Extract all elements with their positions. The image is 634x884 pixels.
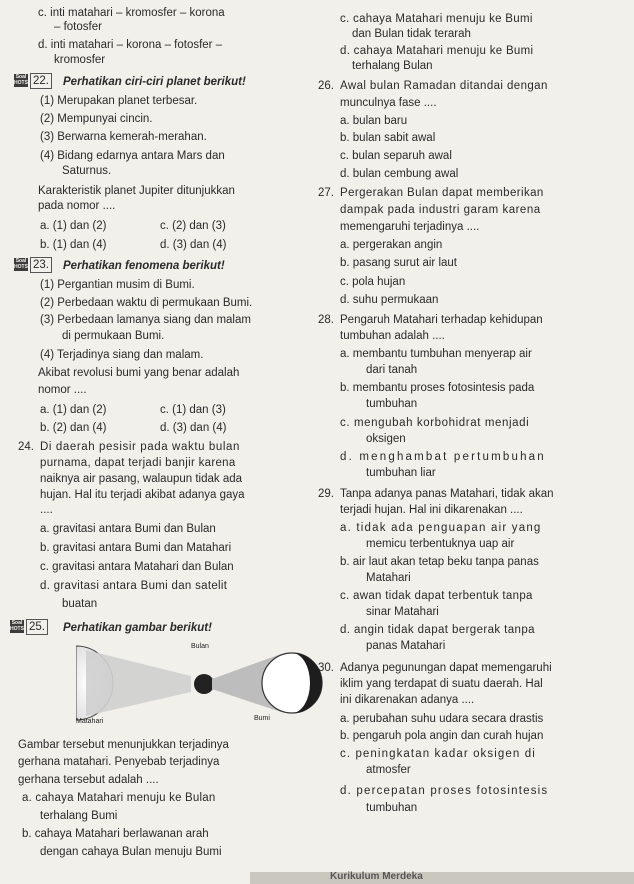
figure-label-earth: Bumi — [254, 715, 270, 722]
q30-stem: Adanya pegunungan dapat memengaruhi — [340, 662, 552, 674]
question-number: 25. — [26, 619, 48, 635]
q23-item-4: (4) Terjadinya siang dan malam. — [40, 349, 204, 361]
q30-stem-3: ini dikarenakan adanya .... — [340, 694, 475, 706]
q27-stem: Pergerakan Bulan dapat memberikan — [340, 187, 544, 199]
q27-option-d[interactable]: d. suhu permukaan — [340, 294, 439, 306]
q22-instruction: Perhatikan ciri-ciri planet berikut! — [63, 76, 246, 88]
question-number: 27. — [318, 187, 334, 199]
figure-label-moon: Bulan — [191, 643, 209, 650]
question-number: 24. — [18, 441, 34, 453]
question-number: 23. — [30, 257, 52, 273]
q29-option-a-cont: memicu terbentuknya uap air — [366, 538, 515, 550]
q27-stem-2: dampak pada industri garam karena — [340, 204, 541, 216]
q25-stem-2: gerhana matahari. Penyebab terjadinya — [18, 756, 220, 768]
q22-item-3: (3) Berwarna kemerah-merahan. — [40, 131, 207, 143]
question-number: 29. — [318, 488, 334, 500]
q29-option-c-cont: sinar Matahari — [366, 606, 439, 618]
hots-badge: Soal HOTS — [14, 74, 28, 86]
q23-item-1: (1) Pergantian musim di Bumi. — [40, 279, 195, 291]
q29-option-b[interactable]: b. air laut akan tetap beku tanpa panas — [340, 556, 539, 568]
q24-stem-2: purnama, dapat terjadi banjir karena — [40, 457, 236, 469]
q28-option-d[interactable]: d. menghambat pertumbuhan — [340, 451, 546, 463]
q28-option-b-cont: tumbuhan — [366, 398, 418, 410]
q22-option-a[interactable]: a. (1) dan (2) — [40, 220, 107, 232]
q26-option-a[interactable]: a. bulan baru — [340, 115, 408, 127]
q21-option-d: d. inti matahari – korona – fotosfer – — [38, 39, 223, 51]
q22-stem-cont: pada nomor .... — [38, 200, 116, 212]
q29-option-d[interactable]: d. angin tidak dapat bergerak tanpa — [340, 624, 535, 636]
q21-option-c-right-cont: dan Bulan tidak terarah — [352, 28, 471, 40]
q29-option-b-cont: Matahari — [366, 572, 411, 584]
q21-option-d-right-cont: terhalang Bulan — [352, 60, 433, 72]
q28-option-d-cont: tumbuhan liar — [366, 467, 436, 479]
q26-option-b[interactable]: b. bulan sabit awal — [340, 132, 436, 144]
q28-stem-cont: tumbuhan adalah .... — [340, 330, 445, 342]
q21-option-d-right: d. cahaya Matahari menuju ke Bumi — [340, 45, 534, 57]
q29-option-c[interactable]: c. awan tidak dapat terbentuk tanpa — [340, 590, 533, 602]
q24-option-d[interactable]: d. gravitasi antara Bumi dan satelit — [40, 580, 228, 592]
q22-item-2: (2) Mempunyai cincin. — [40, 113, 153, 125]
q25-option-a-cont: terhalang Bumi — [40, 810, 118, 822]
q23-stem: Akibat revolusi bumi yang benar adalah — [38, 367, 240, 379]
q28-option-c[interactable]: c. mengubah korbohidrat menjadi — [340, 417, 530, 429]
q24-option-d-cont: buatan — [62, 598, 98, 610]
q30-stem-2: iklim yang terdapat di suatu daerah. Hal — [340, 678, 543, 690]
q24-stem-5: .... — [40, 504, 53, 516]
q28-option-a-cont: dari tanah — [366, 364, 418, 376]
q30-option-d[interactable]: d. percepatan proses fotosintesis — [340, 785, 549, 797]
moon-icon — [194, 674, 214, 694]
q24-stem-4: hujan. Hal itu terjadi akibat adanya gaya — [40, 489, 245, 501]
q25-stem: Gambar tersebut menunjukkan terjadinya — [18, 739, 229, 751]
q30-option-b[interactable]: b. pengaruh pola angin dan curah hujan — [340, 730, 544, 742]
q22-option-b[interactable]: b. (1) dan (4) — [40, 239, 107, 251]
q22-option-d[interactable]: d. (3) dan (4) — [160, 239, 227, 251]
q26-stem: Awal bulan Ramadan ditandai dengan — [340, 80, 548, 92]
question-number: 22. — [30, 73, 52, 89]
q24-option-b[interactable]: b. gravitasi antara Bumi dan Matahari — [40, 542, 232, 554]
q21-option-c: c. inti matahari – kromosfer – korona — [38, 7, 225, 19]
q27-option-c[interactable]: c. pola hujan — [340, 276, 406, 288]
eclipse-diagram — [76, 642, 324, 724]
q26-option-d[interactable]: d. bulan cembung awal — [340, 168, 459, 180]
q24-stem: Di daerah pesisir pada waktu bulan — [40, 441, 241, 453]
q28-stem: Pengaruh Matahari terhadap kehidupan — [340, 314, 543, 326]
q23-stem-cont: nomor .... — [38, 384, 87, 396]
q28-option-b[interactable]: b. membantu proses fotosintesis pada — [340, 382, 535, 394]
q21-option-c-right: c. cahaya Matahari menuju ke Bumi — [340, 13, 533, 25]
q27-stem-3: memengaruhi terjadinya .... — [340, 221, 480, 233]
q23-instruction: Perhatikan fenomena berikut! — [63, 260, 225, 272]
q23-item-2: (2) Perbedaan waktu di permukaan Bumi. — [40, 297, 253, 309]
q22-item-1: (1) Merupakan planet terbesar. — [40, 95, 198, 107]
q27-option-b[interactable]: b. pasang surut air laut — [340, 257, 457, 269]
q30-option-c[interactable]: c. peningkatan kadar oksigen di — [340, 748, 536, 760]
q23-option-c[interactable]: c. (1) dan (3) — [160, 404, 226, 416]
q29-option-d-cont: panas Matahari — [366, 640, 446, 652]
q25-instruction: Perhatikan gambar berikut! — [63, 622, 212, 634]
q21-option-c-cont: – fotosfer — [54, 21, 102, 33]
q25-option-b[interactable]: b. cahaya Matahari berlawanan arah — [22, 828, 209, 840]
q22-item-4: (4) Bidang edarnya antara Mars dan — [40, 150, 225, 162]
q29-stem: Tanpa adanya panas Matahari, tidak akan — [340, 488, 554, 500]
q30-option-d-cont: tumbuhan — [366, 802, 418, 814]
figure-label-sun: Matahari — [76, 718, 104, 724]
q26-option-c[interactable]: c. bulan separuh awal — [340, 150, 452, 162]
question-number: 28. — [318, 314, 334, 326]
q22-option-c[interactable]: c. (2) dan (3) — [160, 220, 226, 232]
q30-option-a[interactable]: a. perubahan suhu udara secara drastis — [340, 713, 544, 725]
q22-stem: Karakteristik planet Jupiter ditunjukkan — [38, 185, 235, 197]
q25-option-b-cont: dengan cahaya Bulan menuju Bumi — [40, 846, 222, 858]
q23-option-a[interactable]: a. (1) dan (2) — [40, 404, 107, 416]
q29-stem-cont: terjadi hujan. Hal ini dikarenakan .... — [340, 504, 523, 516]
q23-item-3: (3) Perbedaan lamanya siang dan malam — [40, 314, 251, 326]
q24-stem-3: naiknya air pasang, walaupun tidak ada — [40, 473, 243, 485]
q30-option-c-cont: atmosfer — [366, 764, 411, 776]
hots-badge: Soal HOTS — [10, 620, 24, 632]
q27-option-a[interactable]: a. pergerakan angin — [340, 239, 443, 251]
footer-label: Kurikulum Merdeka — [330, 871, 423, 882]
footer-band — [250, 872, 634, 884]
q25-stem-3: gerhana tersebut adalah .... — [18, 774, 159, 786]
q24-option-a[interactable]: a. gravitasi antara Bumi dan Bulan — [40, 523, 216, 535]
q28-option-c-cont: oksigen — [366, 433, 406, 445]
q23-option-d[interactable]: d. (3) dan (4) — [160, 422, 227, 434]
q28-option-a[interactable]: a. membantu tumbuhan menyerap air — [340, 348, 532, 360]
q22-item-4-cont: Saturnus. — [62, 165, 112, 177]
question-number: 26. — [318, 80, 334, 92]
q23-item-3-cont: di permukaan Bumi. — [62, 330, 165, 342]
q29-option-a[interactable]: a. tidak ada penguapan air yang — [340, 522, 542, 534]
q25-option-a[interactable]: a. cahaya Matahari menuju ke Bulan — [22, 792, 216, 804]
q23-option-b[interactable]: b. (2) dan (4) — [40, 422, 107, 434]
q21-option-d-cont: kromosfer — [54, 54, 106, 66]
q24-option-c[interactable]: c. gravitasi antara Matahari dan Bulan — [40, 561, 234, 573]
q26-stem-cont: munculnya fase .... — [340, 97, 437, 109]
question-number: 30. — [318, 662, 334, 674]
hots-badge: Soal HOTS — [14, 258, 28, 270]
